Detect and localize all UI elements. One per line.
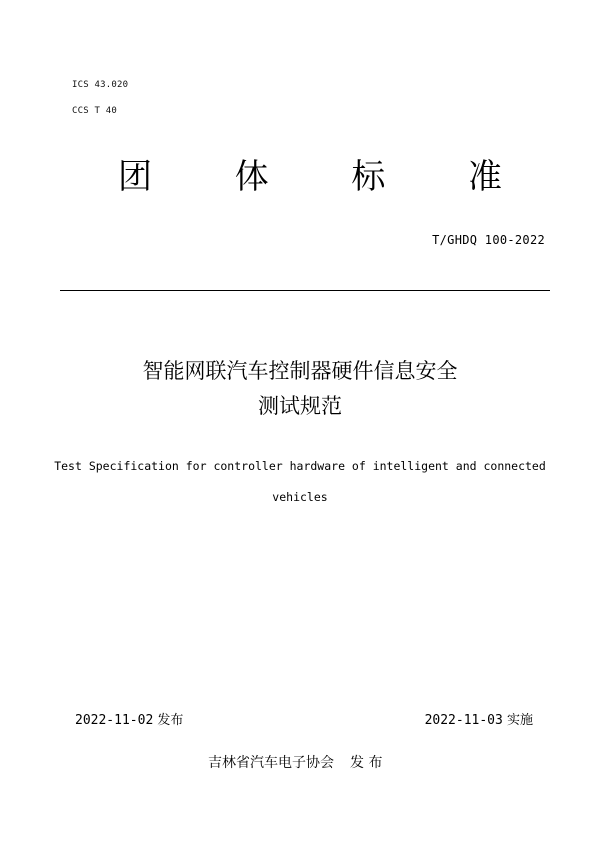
document-title-zh-line2: 测试规范 <box>258 394 342 418</box>
publisher-label: 发 布 <box>350 755 383 771</box>
standard-number: T/GHDQ 100-2022 <box>432 233 545 247</box>
standard-type-char: 团 <box>118 157 152 197</box>
standard-type-char: 准 <box>467 157 502 197</box>
publisher-block <box>208 752 382 772</box>
standard-type-char: 体 <box>234 157 269 197</box>
document-title-en-line2: vehicles <box>272 490 328 504</box>
header-divider <box>60 290 550 291</box>
standard-type-title <box>110 152 510 202</box>
standard-type-char: 标 <box>351 157 386 197</box>
issue-date: 2022-11-02 <box>75 713 154 728</box>
implement-date: 2022-11-03 <box>424 713 503 728</box>
document-title-en-line1: Test Specification for controller hardware of intelligent and connected <box>54 459 546 473</box>
ics-code: ICS 43.020 <box>72 80 129 90</box>
issue-date-block <box>75 709 183 728</box>
implement-label: 实施 <box>506 713 533 728</box>
document-title-zh-line1: 智能网联汽车控制器硬件信息安全 <box>142 359 458 383</box>
implement-date-block <box>425 709 533 728</box>
ccs-code: CCS T 40 <box>72 106 117 116</box>
issue-label: 发布 <box>157 713 184 728</box>
publisher-name: 吉林省汽车电子协会 <box>208 755 334 771</box>
